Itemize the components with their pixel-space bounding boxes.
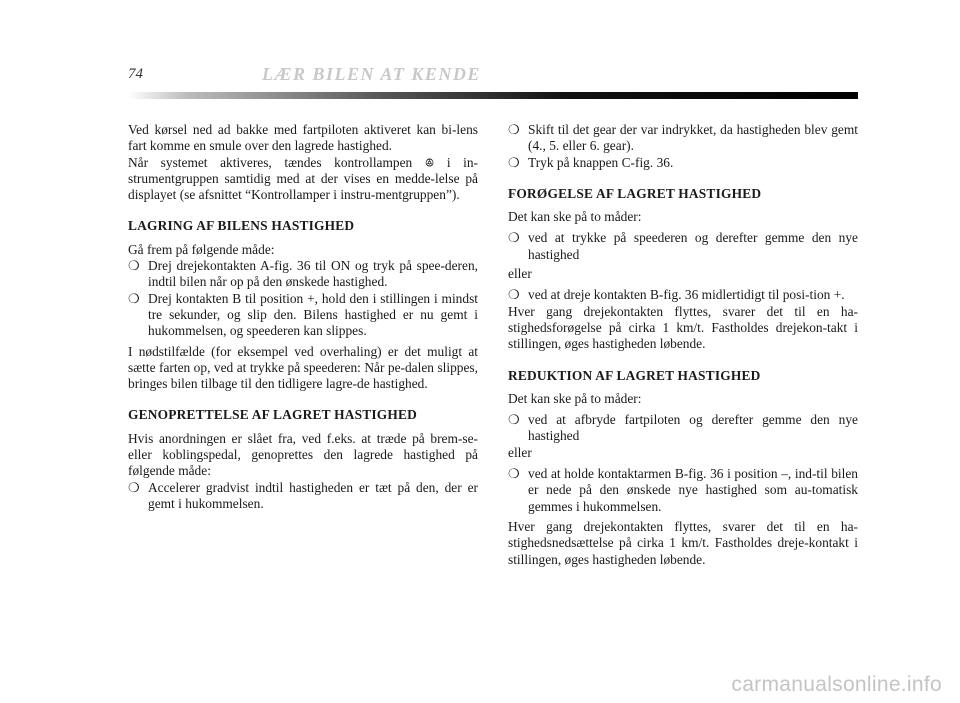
bullet-icon: ❍: [508, 287, 520, 303]
list-item: [508, 287, 858, 303]
heading-reduction: REDUKTION AF LAGRET HASTIGHED: [508, 367, 761, 383]
right-column: [508, 122, 858, 568]
bullet-icon: ❍: [508, 154, 520, 170]
increase-paragraph: Hver gang drejekontakten flyttes, svarer det til en ha-stighedsforøgelse på cirka 1 km/t. Fastholdes drejekon-takt i stillingen, øges hastigheden løbende.: [508, 303, 858, 352]
list-item-text: Skift til det gear der var indrykket, da hastigheden blev gemt (4., 5. eller 6. gear).: [528, 122, 858, 154]
list-item-text: ved at dreje kontakten B-fig. 36 midlertidigt til posi-tion +.: [528, 287, 845, 303]
list-item-text: ved at afbryde fartpiloten og derefter gemme den nye hastighed: [528, 412, 858, 444]
or-text: eller: [508, 444, 532, 460]
heading-increase: FORØGELSE AF LAGRET HASTIGHED: [508, 185, 762, 201]
heading-restore: GENOPRETTELSE AF LAGRET HASTIGHED: [128, 407, 417, 423]
list-item-text: Tryk på knappen C-fig. 36.: [528, 154, 674, 170]
emergency-paragraph: I nødstilfælde (for eksempel ved overhaling) er det muligt at sætte farten op, ved at trykke på speederen: Når pe-dalen slippes, bringes bilen tilbage til den tidligere lagre-de hastighed.: [128, 343, 478, 392]
section-title: LÆR BILEN AT KENDE: [262, 64, 481, 84]
increase-lead: Det kan ske på to måder:: [508, 209, 642, 225]
restore-lead: Hvis anordningen er slået fra, ved f.eks. at træde på brem-se- eller koblingspedal, genoprettes den lagrede hastighed på følgende måde:: [128, 430, 478, 479]
intro-paragraph-2: [128, 155, 478, 204]
list-item: [508, 412, 858, 445]
intro2-before: Når systemet aktiveres, tændes kontrollampen: [128, 154, 413, 170]
list-item: [128, 291, 478, 340]
bullet-icon: ❍: [128, 258, 140, 274]
list-item: [508, 155, 858, 171]
bullet-icon: ❍: [128, 290, 140, 306]
bullet-icon: ❍: [508, 122, 520, 137]
bullet-icon: ❍: [128, 479, 140, 495]
header-rule: [128, 92, 858, 99]
reduction-paragraph: Hver gang drejekontakten flyttes, svarer det til en ha-stighedsnedsættelse på cirka 1 km/t. Fastholdes dreje-kontakt i stillingen, øges hastigheden løbende.: [508, 518, 858, 567]
list-item-text: Accelerer gradvist indtil hastigheden er tæt på den, der er gemt i hukommelsen.: [148, 479, 478, 511]
left-column: [128, 122, 478, 512]
list-item-text: ved at trykke på speederen og derefter gemme den nye hastighed: [528, 230, 858, 262]
reduction-lead: Det kan ske på to måder:: [508, 390, 642, 406]
intro2-after: i in-strumentgruppen samtidig med at der vises en medde-lelse på displayet (se afsnittet “Kontrollamper i instru-mentgruppen”).: [128, 154, 478, 203]
or-text: eller: [508, 266, 532, 282]
cruise-control-lamp-icon: ꔮ: [424, 155, 435, 170]
list-item-text: Drej drejekontakten A-fig. 36 til ON og tryk på spee-deren, indtil bilen når op på den ønskede hastighed.: [148, 258, 478, 290]
list-item-text: ved at holde kontaktarmen B-fig. 36 i position –, ind-til bilen er nede på den ønskede nye hastighed som au-tomatisk gemmes i hukommelsen.: [528, 466, 858, 514]
list-item: [508, 466, 858, 515]
list-item-text: Drej kontakten B til position +, hold den i stillingen i mindst tre sekunder, og slip den. Bilens hastighed er nu gemt i hukommelsen, og speederen kan slippes.: [148, 290, 478, 339]
bullet-icon: ❍: [508, 412, 520, 428]
bullet-icon: ❍: [508, 230, 520, 246]
watermark-link[interactable]: carmanualsonline.info: [731, 673, 942, 696]
intro-paragraph: Ved kørsel ned ad bakke med fartpiloten aktiveret kan bi-lens fart komme en smule over den lagrede hastighed.: [128, 122, 478, 154]
page-number: 74: [128, 66, 143, 82]
list-item: [128, 480, 478, 513]
list-item: [508, 122, 858, 155]
list-item: [508, 230, 858, 263]
list-item: [128, 258, 478, 291]
storage-lead: Gå frem på følgende måde:: [128, 241, 275, 257]
heading-storage: LAGRING AF BILENS HASTIGHED: [128, 218, 355, 234]
bullet-icon: ❍: [508, 466, 520, 482]
